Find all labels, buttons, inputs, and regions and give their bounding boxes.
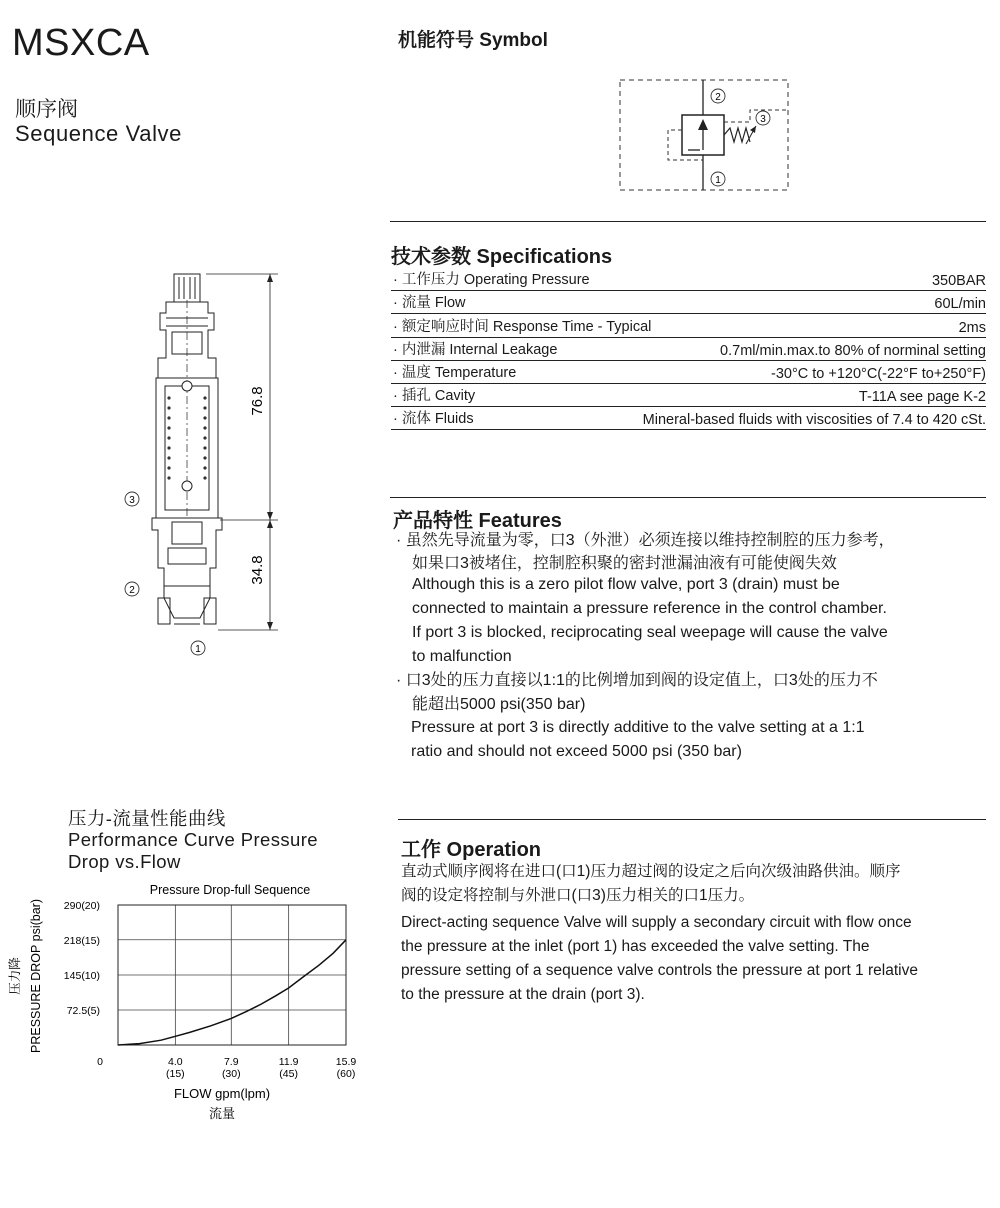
x-origin-label: 0 (97, 1056, 103, 1068)
performance-title-cn: 压力-流量性能曲线 (68, 808, 226, 829)
spec-value: 60L/min (934, 296, 986, 313)
x-tick-label: 11.9 (278, 1056, 299, 1068)
performance-title-en-2: Drop vs.Flow (68, 851, 181, 872)
pressure-drop-curve (118, 940, 346, 1045)
section-divider (390, 497, 986, 498)
feature-line: ratio and should not exceed 5000 psi (350 bar) (411, 743, 742, 760)
x-tick-sublabel: (60) (336, 1068, 356, 1080)
operation-line: to the pressure at the drain (port 3). (401, 986, 645, 1003)
x-axis-label-cn: 流量 (208, 1106, 236, 1121)
symbol-port-label: 1 (715, 175, 721, 186)
specifications-title: 技术参数 Specifications (391, 246, 613, 268)
spec-label: · 流体 Fluids (393, 411, 474, 428)
spec-row-internal-leakage (391, 338, 986, 361)
spec-value: T-11A see page K-2 (858, 389, 986, 406)
spec-label: · 插孔 Cavity (393, 388, 476, 405)
x-tick-labels (97, 1056, 356, 1080)
x-axis-label: FLOW gpm(lpm) (173, 1086, 271, 1101)
y-tick-label: 290(20) (63, 900, 100, 912)
x-tick-label: 7.9 (223, 1056, 239, 1068)
drawing-port-label: 1 (195, 644, 201, 655)
y-tick-label: 218(15) (63, 934, 100, 947)
spec-value: 350BAR (931, 273, 986, 290)
feature-line: Pressure at port 3 is directly additive to the valve setting at a 1:1 (411, 719, 865, 736)
valve-cross-section-drawing (110, 268, 280, 668)
x-tick-sublabel: (45) (279, 1068, 298, 1080)
dimension-upper: 76.8 (249, 386, 266, 416)
y-axis-label-cn: 压力降 (8, 957, 22, 995)
symbol-title: 机能符号 Symbol (398, 30, 548, 51)
spec-label: · 额定响应时间 Response Time - Typical (393, 318, 652, 335)
model-number: MSXCA (12, 22, 150, 64)
spec-label: · 流量 Flow (393, 295, 466, 312)
feature-line: connected to maintain a pressure reference in the control chamber. (412, 600, 887, 617)
hydraulic-symbol (600, 70, 810, 200)
operation-title: 工作 Operation (401, 839, 542, 861)
spec-label: · 工作压力 Operating Pressure (393, 272, 590, 289)
y-tick-label: 72.5(5) (66, 1005, 100, 1017)
spec-value: 0.7ml/min.max.to 80% of norminal setting (720, 342, 986, 359)
product-name-cn: 顺序阀 (15, 98, 78, 121)
symbol-port-label: 2 (715, 92, 721, 103)
spec-row-flow (391, 291, 986, 314)
feature-line: to malfunction (412, 648, 512, 665)
feature-line: 如果口3被堵住，控制腔积聚的密封泄漏油液有可能使阀失效 (412, 555, 837, 572)
spec-row-response-time (391, 314, 986, 337)
spec-row-operating-pressure (391, 268, 986, 291)
spec-row-fluids (391, 407, 986, 430)
operation-line: 阀的设定将控制与外泄口(口3)压力相关的口1压力。 (401, 887, 755, 904)
x-tick-sublabel: (15) (166, 1068, 185, 1080)
spec-row-temperature (391, 361, 986, 384)
chart-grid (118, 905, 346, 1045)
drawing-port-label: 3 (129, 495, 135, 506)
section-divider (390, 221, 986, 222)
y-tick-labels (64, 900, 100, 1017)
x-tick-label: 15.9 (335, 1056, 357, 1068)
feature-line: 能超出5000 psi(350 bar) (412, 696, 586, 713)
feature-line: · 虽然先导流量为零，口3（外泄）必须连接以维持控制腔的压力参考， (396, 532, 895, 549)
specifications-table (391, 268, 986, 430)
chart-title: Pressure Drop-full Sequence (149, 883, 311, 897)
section-divider (398, 819, 986, 820)
operation-line: the pressure at the inlet (port 1) has exceeded the valve setting. The (401, 938, 870, 955)
features-title: 产品特性 Features (393, 510, 562, 532)
x-tick-sublabel: (30) (221, 1068, 241, 1080)
feature-line: If port 3 is blocked, reciprocating seal weepage will cause the valve (412, 624, 888, 641)
spec-value: Mineral-based fluids with viscosities of 7.4 to 420 cSt. (642, 412, 986, 429)
y-axis-label: PRESSURE DROP psi(bar) (29, 899, 43, 1053)
spec-value: 2ms (958, 319, 986, 336)
spec-row-cavity (391, 384, 986, 407)
feature-line: Although this is a zero pilot flow valve, port 3 (drain) must be (412, 576, 840, 593)
symbol-port-label: 3 (760, 114, 766, 125)
operation-line: 直动式顺序阀将在进口(口1)压力超过阀的设定之后向次级油路供油。顺序 (401, 863, 901, 880)
operation-line: Direct-acting sequence Valve will supply a secondary circuit with flow once (401, 914, 912, 931)
performance-chart (0, 870, 380, 1130)
spec-label: · 温度 Temperature (393, 364, 517, 381)
operation-line: pressure setting of a sequence valve controls the pressure at port 1 relative (401, 962, 918, 979)
y-tick-label: 145(10) (63, 970, 100, 982)
spec-value: -30°C to +120°C(-22°F to+250°F) (770, 365, 986, 382)
spec-label: · 内泄漏 Internal Leakage (393, 341, 558, 358)
feature-line: · 口3处的压力直接以1:1的比例增加到阀的设定值上，口3处的压力不 (396, 672, 878, 689)
dimension-lower: 34.8 (249, 555, 266, 585)
product-name-en: Sequence Valve (15, 121, 182, 146)
performance-title-en: Performance Curve Pressure (68, 829, 318, 850)
x-tick-label: 4.0 (168, 1056, 183, 1068)
drawing-port-label: 2 (129, 585, 135, 596)
